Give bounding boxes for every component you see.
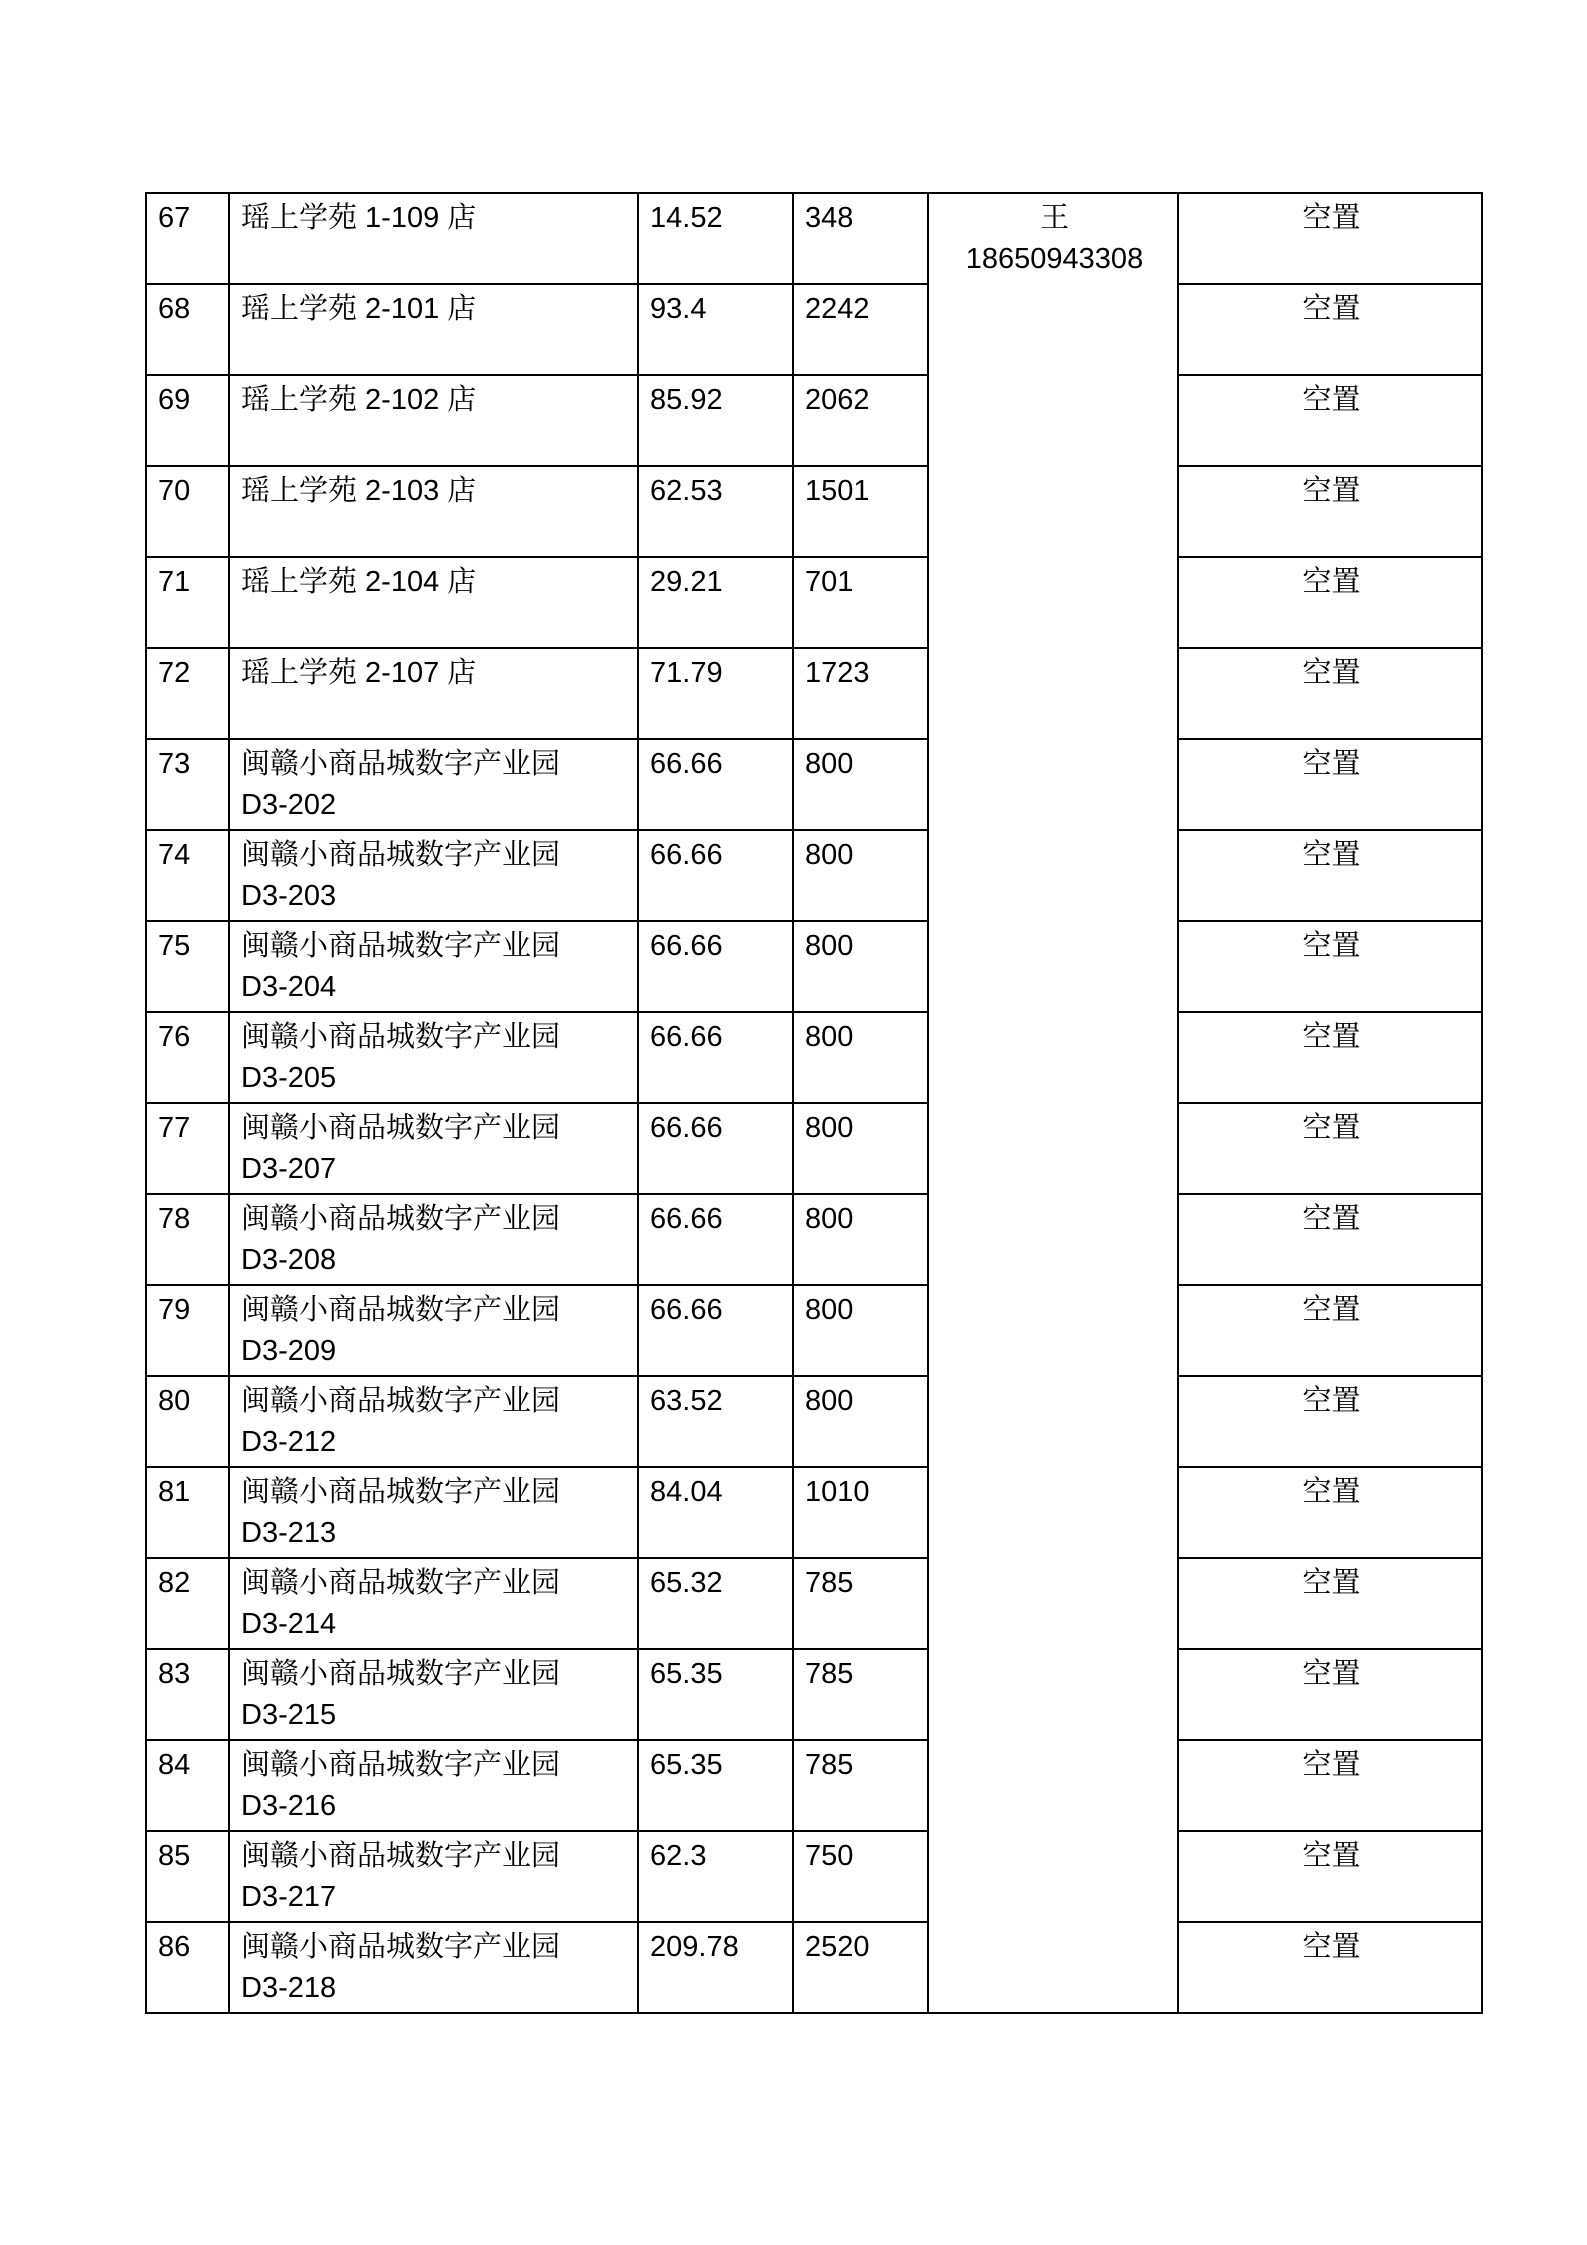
contact-name: 王: [1039, 202, 1069, 234]
unit-name: 闽赣小商品城数字产业园: [241, 1658, 561, 1690]
status-cell: 空置: [1178, 830, 1482, 921]
unit-name-cell: [229, 466, 638, 557]
table-row: [146, 1922, 1482, 2013]
unit-name-cell: [229, 1467, 638, 1558]
rent-cell: 800: [793, 739, 928, 830]
rent-cell: 800: [793, 1285, 928, 1376]
unit-name: 闽赣小商品城数字产业园: [241, 839, 561, 871]
row-number-cell: 71: [146, 557, 229, 648]
unit-code: D3-214: [241, 1608, 337, 1640]
status-cell: 空置: [1178, 375, 1482, 466]
row-number-cell: 72: [146, 648, 229, 739]
table-row: [146, 466, 1482, 557]
area-cell: 62.53: [638, 466, 793, 557]
table-row: [146, 284, 1482, 375]
area-cell: 84.04: [638, 1467, 793, 1558]
status-cell: 空置: [1178, 466, 1482, 557]
row-number-cell: 77: [146, 1103, 229, 1194]
table-row: [146, 1194, 1482, 1285]
table-row: [146, 193, 1482, 284]
rent-cell: 1010: [793, 1467, 928, 1558]
unit-name-cell: [229, 1194, 638, 1285]
unit-name-cell: [229, 921, 638, 1012]
unit-name: 瑶上学苑 2-107 店: [241, 657, 477, 689]
status-cell: 空置: [1178, 1558, 1482, 1649]
rent-cell: 800: [793, 921, 928, 1012]
unit-name-cell: [229, 1831, 638, 1922]
unit-code: D3-207: [241, 1153, 337, 1185]
row-number-cell: 70: [146, 466, 229, 557]
unit-name-cell: [229, 1103, 638, 1194]
unit-name-cell: [229, 830, 638, 921]
status-cell: 空置: [1178, 557, 1482, 648]
rent-cell: 2242: [793, 284, 928, 375]
row-number-cell: 68: [146, 284, 229, 375]
area-cell: 85.92: [638, 375, 793, 466]
area-cell: 93.4: [638, 284, 793, 375]
area-cell: 66.66: [638, 1103, 793, 1194]
row-number-cell: 67: [146, 193, 229, 284]
status-cell: 空置: [1178, 1103, 1482, 1194]
unit-name-cell: [229, 648, 638, 739]
area-cell: 65.35: [638, 1649, 793, 1740]
area-cell: 29.21: [638, 557, 793, 648]
row-number-cell: 79: [146, 1285, 229, 1376]
table-row: [146, 921, 1482, 1012]
table-row: [146, 1740, 1482, 1831]
rent-cell: 785: [793, 1649, 928, 1740]
unit-name: 闽赣小商品城数字产业园: [241, 1931, 561, 1963]
unit-code: D3-203: [241, 880, 337, 912]
unit-name-cell: [229, 284, 638, 375]
unit-code: D3-213: [241, 1517, 337, 1549]
unit-name-cell: [229, 1649, 638, 1740]
table-row: [146, 739, 1482, 830]
row-number-cell: 86: [146, 1922, 229, 2013]
row-number-cell: 83: [146, 1649, 229, 1740]
table-row: [146, 830, 1482, 921]
unit-name: 闽赣小商品城数字产业园: [241, 1294, 561, 1326]
unit-name: 闽赣小商品城数字产业园: [241, 930, 561, 962]
unit-name: 闽赣小商品城数字产业园: [241, 1203, 561, 1235]
area-cell: 65.32: [638, 1558, 793, 1649]
unit-code: D3-204: [241, 971, 337, 1003]
unit-name: 闽赣小商品城数字产业园: [241, 1567, 561, 1599]
unit-code: D3-202: [241, 789, 337, 821]
area-cell: 66.66: [638, 1012, 793, 1103]
row-number-cell: 76: [146, 1012, 229, 1103]
area-cell: 65.35: [638, 1740, 793, 1831]
unit-name-cell: [229, 557, 638, 648]
rent-cell: 800: [793, 1376, 928, 1467]
unit-name-cell: [229, 1922, 638, 2013]
table-row: [146, 1467, 1482, 1558]
rent-cell: 701: [793, 557, 928, 648]
unit-code: D3-215: [241, 1699, 337, 1731]
unit-name: 闽赣小商品城数字产业园: [241, 748, 561, 780]
unit-name-cell: [229, 1558, 638, 1649]
unit-name-cell: [229, 1012, 638, 1103]
unit-name-cell: [229, 1376, 638, 1467]
rent-cell: 348: [793, 193, 928, 284]
area-cell: 14.52: [638, 193, 793, 284]
table-row: [146, 1831, 1482, 1922]
rent-cell: 2062: [793, 375, 928, 466]
contact-phone: 18650943308: [965, 243, 1144, 275]
unit-name-cell: [229, 739, 638, 830]
table-row: [146, 375, 1482, 466]
table-row: [146, 1285, 1482, 1376]
table-row: [146, 648, 1482, 739]
table-row: [146, 1558, 1482, 1649]
row-number-cell: 81: [146, 1467, 229, 1558]
unit-name: 闽赣小商品城数字产业园: [241, 1112, 561, 1144]
unit-code: D3-217: [241, 1881, 337, 1913]
rent-cell: 800: [793, 830, 928, 921]
unit-code: D3-205: [241, 1062, 337, 1094]
unit-name: 瑶上学苑 2-102 店: [241, 384, 477, 416]
unit-name: 闽赣小商品城数字产业园: [241, 1385, 561, 1417]
status-cell: 空置: [1178, 1922, 1482, 2013]
unit-name-cell: [229, 1285, 638, 1376]
unit-name-cell: [229, 193, 638, 284]
status-cell: 空置: [1178, 739, 1482, 830]
area-cell: 66.66: [638, 739, 793, 830]
row-number-cell: 75: [146, 921, 229, 1012]
table-row: [146, 1012, 1482, 1103]
unit-name: 闽赣小商品城数字产业园: [241, 1749, 561, 1781]
table-row: [146, 1103, 1482, 1194]
row-number-cell: 84: [146, 1740, 229, 1831]
unit-name: 闽赣小商品城数字产业园: [241, 1476, 561, 1508]
area-cell: 66.66: [638, 1285, 793, 1376]
unit-code: D3-209: [241, 1335, 337, 1367]
unit-code: D3-212: [241, 1426, 337, 1458]
unit-name: 瑶上学苑 2-104 店: [241, 566, 477, 598]
status-cell: 空置: [1178, 1194, 1482, 1285]
rent-cell: 800: [793, 1012, 928, 1103]
row-number-cell: 69: [146, 375, 229, 466]
area-cell: 66.66: [638, 830, 793, 921]
status-cell: 空置: [1178, 1649, 1482, 1740]
status-cell: 空置: [1178, 1831, 1482, 1922]
unit-name: 瑶上学苑 2-101 店: [241, 293, 477, 325]
unit-code: D3-218: [241, 1972, 337, 2004]
status-cell: 空置: [1178, 1376, 1482, 1467]
area-cell: 71.79: [638, 648, 793, 739]
rent-cell: 800: [793, 1103, 928, 1194]
unit-name: 瑶上学苑 2-103 店: [241, 475, 477, 507]
table-row: [146, 557, 1482, 648]
row-number-cell: 85: [146, 1831, 229, 1922]
unit-code: D3-208: [241, 1244, 337, 1276]
status-cell: 空置: [1178, 1740, 1482, 1831]
area-cell: 66.66: [638, 921, 793, 1012]
table-row: [146, 1649, 1482, 1740]
vacant-units-table: [145, 192, 1483, 2014]
status-cell: 空置: [1178, 1012, 1482, 1103]
row-number-cell: 80: [146, 1376, 229, 1467]
rent-cell: 1723: [793, 648, 928, 739]
row-number-cell: 73: [146, 739, 229, 830]
status-cell: 空置: [1178, 1285, 1482, 1376]
area-cell: 63.52: [638, 1376, 793, 1467]
status-cell: 空置: [1178, 1467, 1482, 1558]
unit-code: D3-216: [241, 1790, 337, 1822]
units-table-body: [146, 193, 1482, 2013]
rent-cell: 800: [793, 1194, 928, 1285]
status-cell: 空置: [1178, 193, 1482, 284]
contact-cell: [928, 193, 1178, 2013]
row-number-cell: 82: [146, 1558, 229, 1649]
unit-name: 闽赣小商品城数字产业园: [241, 1840, 561, 1872]
area-cell: 66.66: [638, 1194, 793, 1285]
unit-name-cell: [229, 1740, 638, 1831]
row-number-cell: 74: [146, 830, 229, 921]
rent-cell: 785: [793, 1740, 928, 1831]
rent-cell: 750: [793, 1831, 928, 1922]
table-row: [146, 1376, 1482, 1467]
area-cell: 62.3: [638, 1831, 793, 1922]
unit-name-cell: [229, 375, 638, 466]
status-cell: 空置: [1178, 284, 1482, 375]
status-cell: 空置: [1178, 648, 1482, 739]
row-number-cell: 78: [146, 1194, 229, 1285]
unit-name: 闽赣小商品城数字产业园: [241, 1021, 561, 1053]
rent-cell: 2520: [793, 1922, 928, 2013]
rent-cell: 785: [793, 1558, 928, 1649]
unit-name: 瑶上学苑 1-109 店: [241, 202, 477, 234]
area-cell: 209.78: [638, 1922, 793, 2013]
status-cell: 空置: [1178, 921, 1482, 1012]
rent-cell: 1501: [793, 466, 928, 557]
